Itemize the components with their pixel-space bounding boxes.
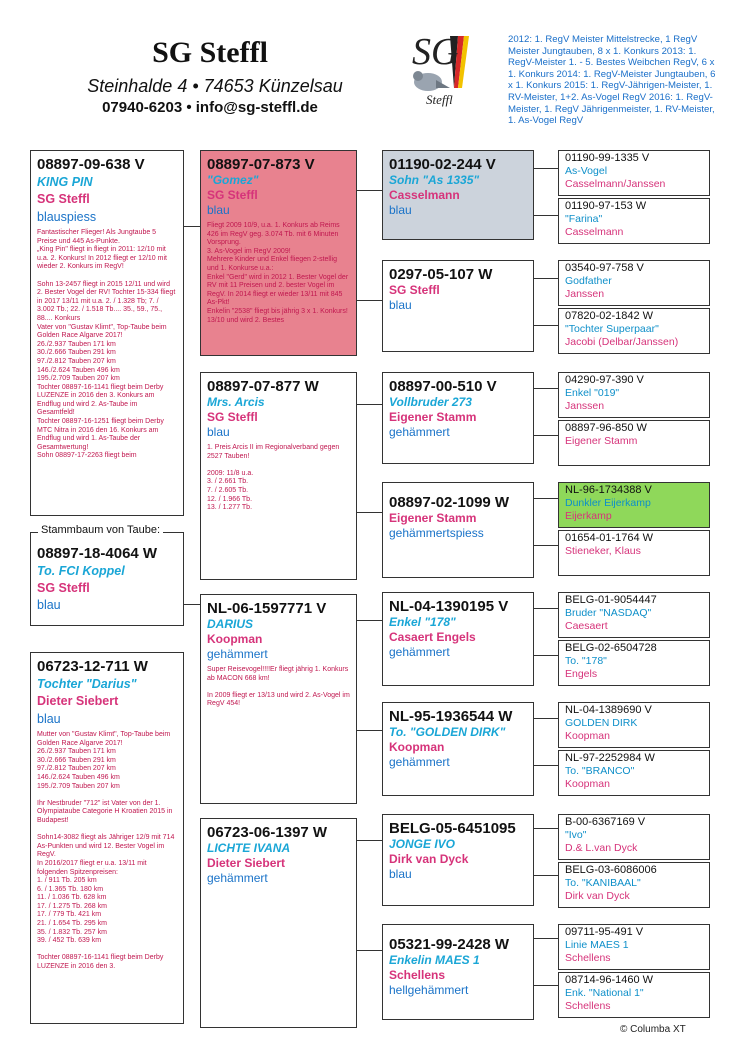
gen4-name: To. "178": [565, 655, 607, 667]
gen4-name: "Farina": [565, 213, 603, 225]
gen4-owner: Schellens: [565, 951, 611, 964]
gen3-card[interactable]: [382, 150, 534, 240]
gen2-color: blau: [207, 203, 230, 217]
kennel-contact: 07940-6203 • info@sg-steffl.de: [102, 99, 318, 116]
gen3-color: blau: [389, 298, 412, 312]
subject-card[interactable]: [30, 150, 184, 516]
gen4-owner: Eijerkamp: [565, 509, 612, 522]
gen4-ring: 08897-96-850 W: [565, 422, 647, 434]
gen2-ring: NL-06-1597771 V: [207, 600, 327, 617]
gen3-color: gehämmert: [389, 425, 450, 439]
gen4-card[interactable]: [558, 592, 710, 638]
dam-card[interactable]: [30, 652, 184, 1024]
gen2-ring: 08897-07-877 W: [207, 378, 319, 395]
gen3-color: blau: [389, 203, 412, 217]
gen3-owner: Schellens: [389, 968, 446, 982]
gen4-card[interactable]: [558, 308, 710, 354]
gen4-owner: Koopman: [565, 729, 610, 742]
pedigree-subject-color: blau: [37, 598, 61, 612]
gen4-name: Linie MAES 1: [565, 939, 629, 951]
gen4-ring: B-00-6367169 V: [565, 816, 646, 828]
gen3-owner: SG Steffl: [389, 283, 440, 297]
gen3-color: blau: [389, 867, 412, 881]
gen4-name: Bruder "NASDAQ": [565, 607, 652, 619]
gen2-name: Mrs. Arcis: [207, 395, 265, 409]
gen4-owner: Jacobi (Delbar/Janssen): [565, 335, 679, 348]
gen4-ring: 01190-97-153 W: [565, 200, 647, 212]
gen4-card[interactable]: [558, 972, 710, 1018]
gen4-owner: Casselmann/Janssen: [565, 177, 666, 190]
gen4-card[interactable]: [558, 640, 710, 686]
gen4-ring: 01190-99-1335 V: [565, 152, 650, 164]
gen4-ring: 03540-97-758 V: [565, 262, 644, 274]
gen4-owner: Koopman: [565, 777, 610, 790]
gen3-ring: 08897-02-1099 W: [389, 494, 510, 511]
gen3-ring: 0297-05-107 W: [389, 266, 493, 283]
gen3-ring: 01190-02-244 V: [389, 156, 496, 173]
pedigree-subject-name: To. FCI Koppel: [37, 564, 125, 578]
gen4-ring: BELG-02-6504728: [565, 642, 657, 654]
gen3-owner: Casselmann: [389, 188, 460, 202]
gen4-name: "Tochter Superpaar": [565, 323, 659, 335]
gen3-owner: Koopman: [389, 740, 445, 754]
gen4-owner: Schellens: [565, 999, 611, 1012]
gen4-name: To. "KANIBAAL": [565, 877, 641, 889]
gen2-notes: 1. Preis Arcis II im Regionalverband gegen 2527 Tauben! 2009: 11/8 u.a. 3. / 2.661 Tb. 7. / 2.605 Tb. 12. / 1.966 Tb. 13. / 1.277 Tb.: [207, 444, 340, 512]
gen4-ring: NL-04-1389690 V: [565, 704, 652, 716]
subject-color: blauspiess: [37, 210, 97, 224]
gen3-card[interactable]: [382, 372, 534, 464]
gen4-ring: 08714-96-1460 W: [565, 974, 654, 986]
sire-dam-card[interactable]: [200, 372, 357, 580]
dam-sire-card[interactable]: [200, 594, 357, 804]
gen3-owner: Dirk van Dyck: [389, 852, 469, 866]
gen4-owner: D.& L.van Dyck: [565, 841, 638, 854]
gen3-ring: NL-04-1390195 V: [389, 598, 509, 615]
gen3-name: Vollbruder 273: [389, 395, 472, 409]
achievements-text: 2012: 1. RegV Meister Mittelstrecke, 1 RegV Meister Jungtauben, 8 x 1. Konkurs 2013: 1. RegV-Meister 1. - 5. Bestes Weibchen RegV, 6 x 1. Konkurs 2014: 1. RegV-Meister Jungtauben, 6 x 1. Konkurs 2015: 1. RegV-Jährigen-Meister, 1. RV-Meister, 1+2. As-Vogel RegV 2016: 1. RegV-Meister, 1. RegV Jährigenmeister, 1. RV-Meister, 1. As-Vogel RegV: [508, 34, 716, 127]
copyright: © Columba XT: [620, 1024, 686, 1035]
gen4-name: Godfather: [565, 275, 612, 287]
gen3-card[interactable]: [382, 702, 534, 796]
gen4-card[interactable]: [558, 150, 710, 196]
gen4-card[interactable]: [558, 702, 710, 748]
dam-name: Tochter "Darius": [37, 677, 137, 691]
gen2-color: blau: [207, 425, 230, 439]
gen3-name: Sohn "As 1335": [389, 173, 480, 187]
gen4-ring: 01654-01-1764 W: [565, 532, 654, 544]
gen3-color: hellgehämmert: [389, 983, 469, 997]
gen2-notes: Super Reisevogel!!!!Er fliegt jährig 1. Konkurs ab MACON 668 km! In 2009 fliegt er 13/13 und wird 2. As-Vogel im RegV 454!: [207, 666, 350, 708]
gen4-owner: Dirk van Dyck: [565, 889, 630, 902]
gen4-name: "Ivo": [565, 829, 587, 841]
dam-ring: 06723-12-711 W: [37, 658, 148, 675]
gen4-card[interactable]: [558, 924, 710, 970]
logo-text: SG: [412, 31, 459, 73]
gen2-ring: 08897-07-873 V: [207, 156, 315, 173]
gen4-card[interactable]: [558, 482, 710, 528]
sire-card[interactable]: [200, 150, 357, 356]
pedigree-subject-card[interactable]: [30, 532, 184, 626]
gen3-ring: 08897-00-510 V: [389, 378, 497, 395]
gen2-name: DARIUS: [207, 617, 254, 631]
gen4-name: Enkel "019": [565, 387, 620, 399]
logo-subtext: Steffl: [426, 92, 453, 107]
gen4-card[interactable]: [558, 862, 710, 908]
subject-owner: SG Steffl: [37, 192, 90, 206]
kennel-logo: [398, 28, 478, 112]
gen4-owner: Eigener Stamm: [565, 435, 638, 447]
gen4-ring: 07820-02-1842 W: [565, 310, 654, 322]
gen4-owner: Stieneker, Klaus: [565, 545, 641, 557]
kennel-title: SG Steffl: [152, 36, 268, 69]
gen3-owner: Eigener Stamm: [389, 511, 477, 525]
gen4-ring: NL-97-2252984 W: [565, 752, 655, 764]
gen4-card[interactable]: [558, 750, 710, 796]
gen2-name: LICHTE IVANA: [207, 841, 291, 855]
gen3-owner: Casaert Engels: [389, 630, 476, 644]
gen4-name: Dunkler Eijerkamp: [565, 497, 651, 509]
dam-owner: Dieter Siebert: [37, 694, 119, 708]
gen3-card[interactable]: [382, 924, 534, 1020]
subject-notes: Fantastischer Flieger! Als Jungtaube 5 Preise und 445 As-Punkte. „King Pin" fliegt in fliegt in 2011: 12/10 mit u.a. 2. Konkurs! In 2012 fliegt er 12/10 mit wieder 2. Konkurs im RegV! Sohn 13-2457 fliegt in 2015 12/11 und wird 2. Bester Vogel der RV! Tochter 15-334 fliegt in 2017 13/11 mit u.a. 2. / 1.328 Tb; 7. / 3.002 Tb.; 22. / 1.518 Tb.... 35., 59., 75., 88.... Konkurs Vater von "Gustav Klimt", Top-Taube beim Golden Race Algarve 2017! 26./2.937 Tauben 171 km 30./2.666 Tauben 291 km 97./2.812 Tauben 207 km 146./2.624 Tauben 496 km 195./2.709 Tauben 207 km Tochter 08897-16-1141 fliegt beim Derby LUZENZE in 2016 den 3. Konkurs am Endflug und wird 2. As-Taube im Gesamtfeld! Tochter 08897-16-1251 fliegt beim Derby MTC Nitra in 2016 den 16. Konkurs am Endflug und wird 1. As-Taube der Gesamtwertung! Sohn 08897-17-2263 fliegt beim: [37, 229, 176, 460]
pedigree-label: Stammbaum von Taube:: [38, 524, 163, 536]
dam-notes: Mutter von "Gustav Klimt", Top-Taube beim Golden Race Algarve 2017! 26./2.937 Tauben 171 km 30./2.666 Tauben 291 km 97./2.812 Tauben 207 km 146./2.624 Tauben 496 km 195./2.709 Tauben 207 km Ihr Nestbruder "712" ist Vater von der 1. Olympiataube Categorie H Kroatien 2015 in Budapest! Sohn14-3082 fliegt als Jähriger 12/9 mit 714 As-Punkten und wird 12. Bester Vogel im RegV. In 2016/2017 fliegt er u.a. 13/11 mit folgenden Spitzenpreisen: 1. / 911 Tb. 205 km 6. / 1.365 Tb. 180 km 11. / 1.036 Tb. 628 km 17. / 1.275 Tb. 268 km 17. / 779 Tb. 421 km 21. / 1.654 Tb. 295 km 35. / 1.832 Tb. 257 km 39. / 452 Tb. 639 km Tochter 08897-16-1141 fliegt beim Derby LUZENZE in 2016 den 3.: [37, 731, 175, 971]
gen3-card[interactable]: [382, 814, 534, 906]
gen2-ring: 06723-06-1397 W: [207, 824, 328, 841]
gen4-owner: Janssen: [565, 287, 605, 300]
gen4-ring: NL-96-1734388 V: [565, 484, 652, 496]
dam-color: blau: [37, 712, 61, 726]
gen4-card[interactable]: [558, 372, 710, 418]
gen3-card[interactable]: [382, 260, 534, 352]
pedigree-subject-ring: 08897-18-4064 W: [37, 545, 158, 562]
kennel-address: Steinhalde 4 • 74653 Künzelsau: [87, 76, 343, 96]
gen2-owner: SG Steffl: [207, 188, 258, 202]
gen4-owner: Caesaert: [565, 619, 608, 632]
gen3-ring: NL-95-1936544 W: [389, 708, 513, 725]
gen3-name: JONGE IVO: [389, 837, 456, 851]
gen4-name: As-Vogel: [565, 165, 608, 177]
gen2-color: gehämmert: [207, 871, 268, 885]
subject-ring: 08897-09-638 V: [37, 156, 145, 173]
gen2-owner: SG Steffl: [207, 410, 258, 424]
gen2-owner: Koopman: [207, 632, 263, 646]
gen2-name: "Gomez": [207, 173, 259, 187]
gen4-ring: BELG-03-6086006: [565, 864, 657, 876]
gen4-card[interactable]: [558, 260, 710, 306]
gen4-name: GOLDEN DIRK: [565, 717, 638, 729]
gen3-card[interactable]: [382, 482, 534, 578]
subject-name: KING PIN: [37, 175, 93, 189]
gen3-ring: 05321-99-2428 W: [389, 936, 510, 953]
gen3-ring: BELG-05-6451095: [389, 820, 516, 837]
gen4-card[interactable]: [558, 198, 710, 244]
gen3-color: gehämmert: [389, 645, 450, 659]
gen4-name: To. "BRANCO": [565, 765, 635, 777]
gen3-color: gehämmert: [389, 755, 450, 769]
gen4-ring: 09711-95-491 V: [565, 926, 644, 938]
pedigree-subject-owner: SG Steffl: [37, 581, 90, 595]
gen4-card[interactable]: [558, 530, 710, 576]
gen4-ring: 04290-97-390 V: [565, 374, 644, 386]
gen2-color: gehämmert: [207, 647, 268, 661]
gen4-owner: Casselmann: [565, 225, 624, 238]
gen3-owner: Eigener Stamm: [389, 410, 477, 424]
gen3-name: Enkel "178": [389, 615, 456, 629]
gen4-ring: BELG-01-9054447: [565, 594, 657, 606]
gen3-name: Enkelin MAES 1: [389, 953, 480, 967]
dam-dam-card[interactable]: [200, 818, 357, 1028]
gen2-notes: Fliegt 2009 10/9, u.a. 1. Konkurs ab Reims 426 im RegV geg. 3.074 Tb. mit 6 Minuten Vorsprung. 3. As-Vogel im RegV 2009! Mehrere Kinder und Enkel fliegen 2-stellig und 1. Konkurse u.a.: Enkel "Gerd" wird in 2012 1. Bester Vogel der RV mit 11 Preisen und 2. bester Vogel im RegV. In 2014 fliegt er wieder 13/11 mit 845 As-Pkt! Enkelin "2538" fliegt bis jährig 3 x 1. Konkurs! 13/10 und wird 2. Bestes: [207, 222, 349, 324]
gen4-card[interactable]: [558, 814, 710, 860]
gen4-owner: Engels: [565, 667, 598, 680]
gen3-color: gehämmertspiess: [389, 526, 484, 540]
gen3-name: To. "GOLDEN DIRK": [389, 725, 506, 739]
gen4-owner: Janssen: [565, 399, 605, 412]
gen4-card[interactable]: [558, 420, 710, 466]
gen4-name: Enk. "National 1": [565, 987, 644, 999]
gen2-owner: Dieter Siebert: [207, 856, 286, 870]
gen3-card[interactable]: [382, 592, 534, 686]
